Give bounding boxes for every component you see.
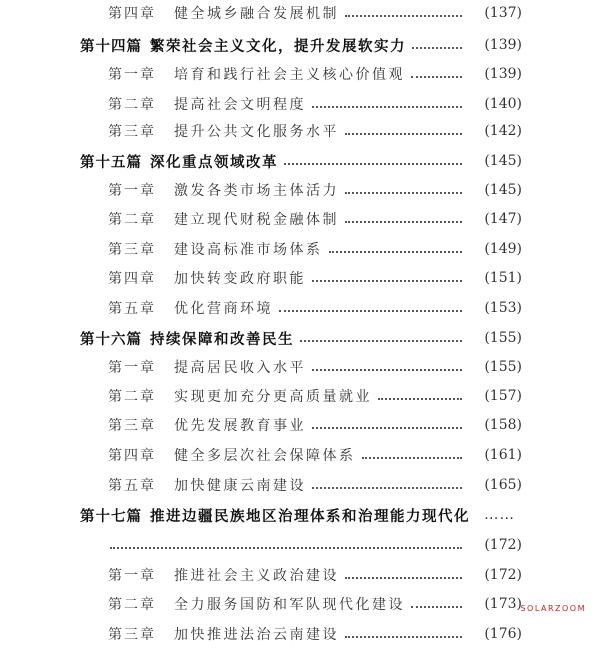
dot-leader (345, 15, 462, 17)
page-number: (145) (484, 182, 522, 198)
toc-chapter-row (0, 204, 600, 234)
chapter-title: 加快健康云南建设 (174, 478, 306, 494)
chapter-number: 第三章 (108, 242, 156, 258)
toc-chapter-row (0, 0, 600, 28)
toc-part-row (0, 146, 600, 176)
chapter-title: 推进社会主义政治建设 (174, 568, 339, 584)
toc-chapter-row (0, 381, 600, 411)
dot-leader (329, 251, 463, 253)
toc-chapter-row (0, 116, 600, 146)
toc-chapter-row (0, 352, 600, 382)
page-number: (137) (484, 5, 522, 21)
page-number: (153) (484, 300, 522, 316)
page-number: (165) (484, 477, 522, 493)
toc-chapter-row (0, 410, 600, 440)
page-number: (145) (484, 153, 522, 169)
dot-leader (312, 369, 462, 371)
dot-leader (312, 106, 462, 108)
page-number: (176) (484, 626, 522, 642)
dot-leader (378, 398, 462, 400)
trailing-dots: …… (484, 507, 515, 523)
chapter-number: 第四章 (108, 6, 156, 22)
chapter-title: 提升公共文化服务水平 (174, 124, 339, 140)
toc-chapter-row (0, 560, 600, 590)
page-number: (172) (484, 537, 522, 553)
dot-leader (345, 192, 462, 194)
chapter-number: 第二章 (108, 389, 156, 405)
page-number: (151) (484, 270, 522, 286)
page-number: (155) (484, 330, 522, 346)
page-number: (142) (484, 123, 522, 139)
toc-chapter-row (0, 293, 600, 323)
chapter-title: 培育和践行社会主义核心价值观 (174, 67, 405, 83)
toc-chapter-row (0, 89, 600, 119)
page-number: (139) (484, 37, 522, 53)
toc-part-row (0, 30, 600, 60)
dot-leader (312, 427, 462, 429)
toc-chapter-row (0, 589, 600, 619)
page-number: (147) (484, 211, 522, 227)
dot-leader (345, 636, 462, 638)
dot-leader (345, 577, 462, 579)
chapter-number: 第四章 (108, 448, 156, 464)
chapter-number: 第三章 (108, 124, 156, 140)
part-title: 推进边疆民族地区治理体系和治理能力现代化 (150, 508, 470, 525)
toc-chapter-row (0, 619, 600, 649)
chapter-number: 第五章 (108, 301, 156, 317)
dot-leader (412, 47, 462, 49)
dot-leader (312, 487, 462, 489)
part-title: 持续保障和改善民生 (150, 331, 294, 348)
chapter-title: 加快推进法治云南建设 (174, 627, 339, 643)
dot-leader (300, 340, 462, 342)
dot-leader (312, 280, 462, 282)
chapter-number: 第三章 (108, 627, 156, 643)
toc-chapter-row (0, 263, 600, 293)
toc-part-continuation-row (0, 530, 600, 560)
chapter-number: 第二章 (108, 97, 156, 113)
part-title: 繁荣社会主义文化，提升发展软实力 (150, 38, 406, 55)
dot-leader (345, 221, 462, 223)
chapter-number: 第一章 (108, 568, 156, 584)
toc-chapter-row (0, 59, 600, 89)
part-number: 第十六篇 (80, 331, 142, 348)
watermark-logo: SOLARZOOM (520, 604, 586, 613)
toc-chapter-row (0, 470, 600, 500)
page-number: (161) (484, 447, 522, 463)
page-number: (149) (484, 241, 522, 257)
chapter-number: 第二章 (108, 212, 156, 228)
dot-leader (110, 547, 462, 549)
chapter-number: 第一章 (108, 360, 156, 376)
part-number: 第十五篇 (80, 154, 142, 171)
page-number: (173) (484, 596, 522, 612)
chapter-title: 提高社会文明程度 (174, 97, 306, 113)
chapter-title: 健全多层次社会保障体系 (174, 448, 356, 464)
chapter-title: 提高居民收入水平 (174, 360, 306, 376)
toc-part-row (0, 500, 600, 530)
chapter-number: 第五章 (108, 478, 156, 494)
chapter-title: 全力服务国防和军队现代化建设 (174, 597, 405, 613)
part-number: 第十七篇 (80, 508, 142, 525)
chapter-title: 加快转变政府职能 (174, 271, 306, 287)
toc-part-row (0, 323, 600, 353)
chapter-number: 第一章 (108, 67, 156, 83)
page-number: (158) (484, 417, 522, 433)
part-number: 第十四篇 (80, 38, 142, 55)
dot-leader (411, 76, 462, 78)
dot-leader (411, 606, 462, 608)
chapter-title: 建立现代财税金融体制 (174, 212, 339, 228)
chapter-title: 优先发展教育事业 (174, 418, 306, 434)
page-number: (172) (484, 567, 522, 583)
chapter-title: 健全城乡融合发展机制 (174, 6, 339, 22)
chapter-number: 第四章 (108, 271, 156, 287)
page-number: (140) (484, 96, 522, 112)
dot-leader (345, 133, 462, 135)
part-title: 深化重点领域改革 (150, 154, 278, 171)
chapter-number: 第二章 (108, 597, 156, 613)
page-number: (155) (484, 359, 522, 375)
toc-chapter-row (0, 440, 600, 470)
page-number: (157) (484, 388, 522, 404)
chapter-title: 优化营商环境 (174, 301, 273, 317)
dot-leader (284, 163, 462, 165)
dot-leader (362, 457, 463, 459)
page-number: (139) (484, 66, 522, 82)
dot-leader (279, 310, 462, 312)
chapter-title: 实现更加充分更高质量就业 (174, 389, 372, 405)
chapter-title: 激发各类市场主体活力 (174, 183, 339, 199)
chapter-title: 建设高标准市场体系 (174, 242, 323, 258)
chapter-number: 第三章 (108, 418, 156, 434)
chapter-number: 第一章 (108, 183, 156, 199)
toc-chapter-row (0, 234, 600, 264)
toc-chapter-row (0, 175, 600, 205)
